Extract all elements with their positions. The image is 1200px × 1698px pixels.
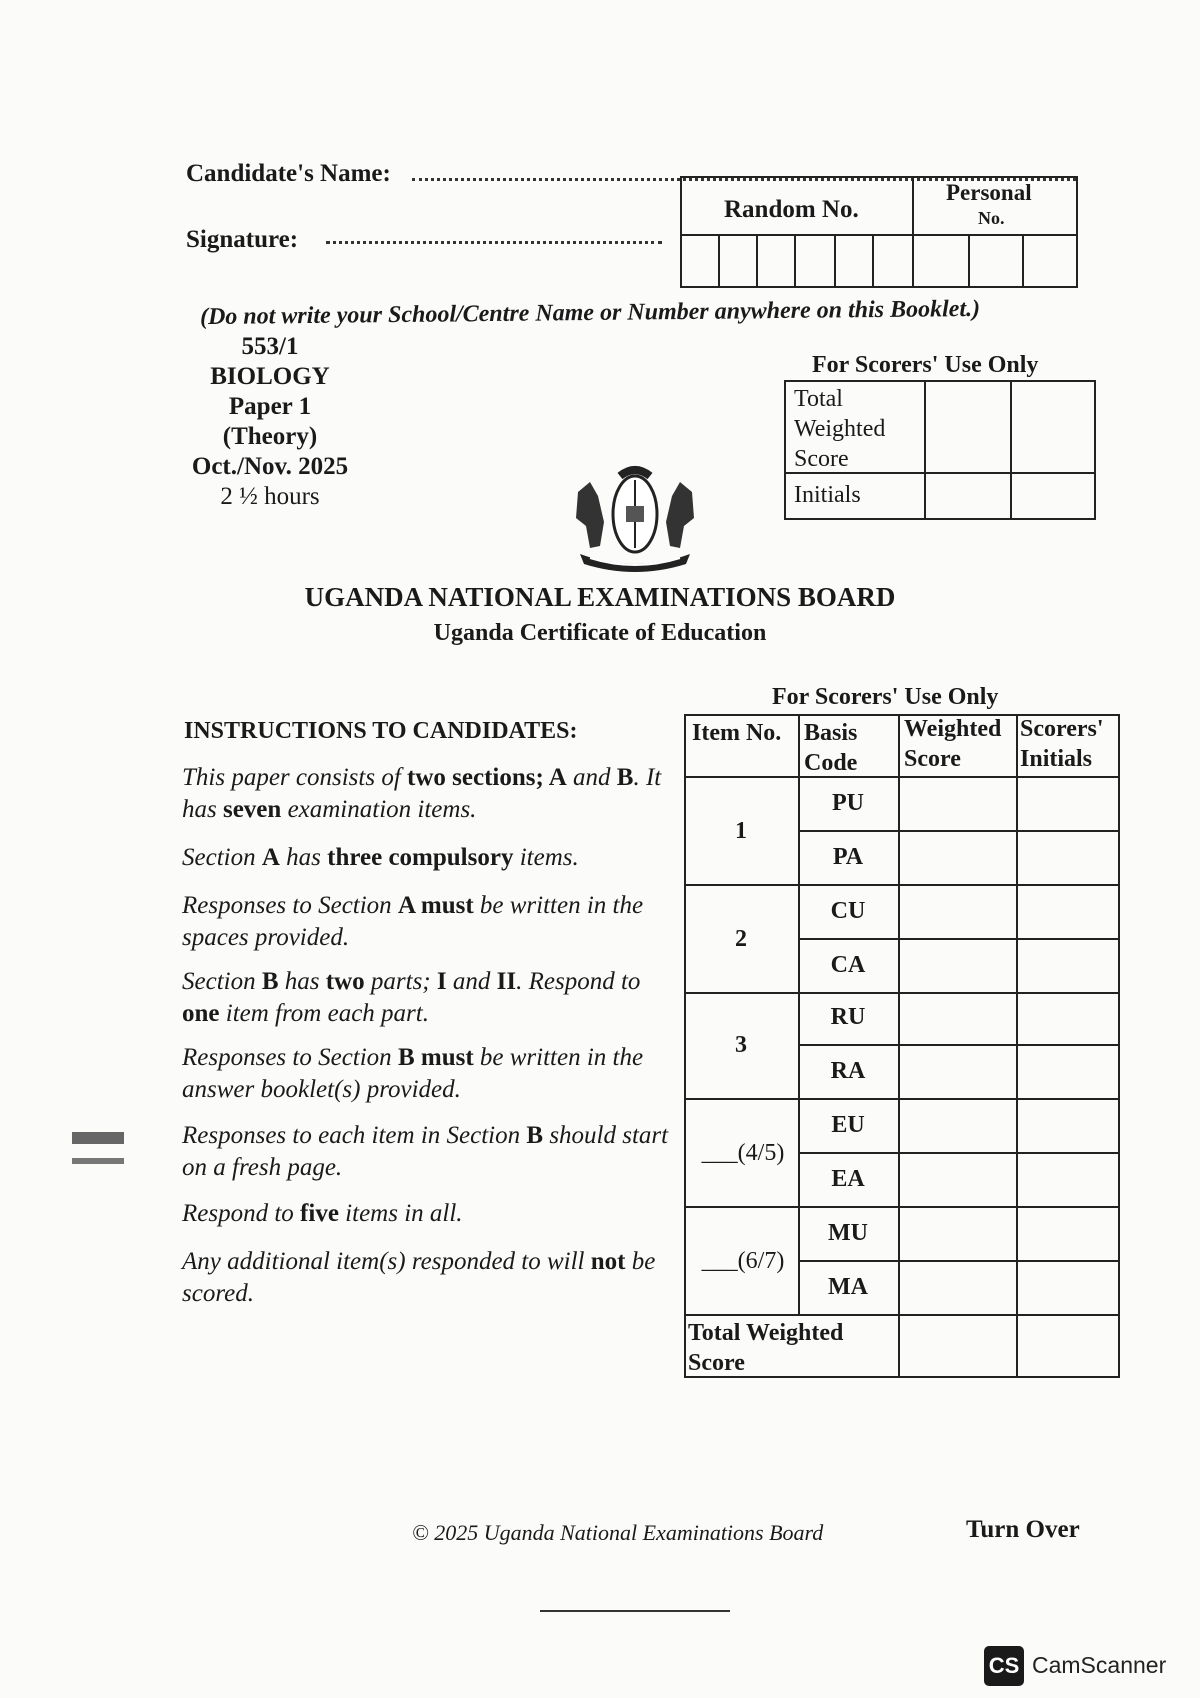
total-weighted-score-label: Total Weighted Score [688,1320,844,1376]
basis-code: EA [831,1166,865,1192]
instruction-item: Section B has two parts; I and II. Respond to one item from each part. [182,968,641,1027]
instruction-item: Section A has three compulsory items. [182,844,579,871]
exam-session: Oct./Nov. 2025 [191,453,349,480]
instruction-item: Responses to each item in Section B should start on a fresh page. [182,1122,669,1181]
basis-code: MU [828,1220,868,1246]
instruction-item: Responses to Section A must be written in the spaces provided. [182,892,644,951]
paper-code: 553/1 [241,333,299,360]
basis-code: PU [832,790,864,816]
paper-details [170,332,370,512]
header-basis-code: Basis Code [804,720,858,776]
signature-field[interactable] [326,241,662,244]
camscanner-logo-icon: CS [984,1646,1024,1686]
subject-name: BIOLOGY [210,363,330,390]
instruction-item: Any additional item(s) responded to will not be scored. [182,1248,656,1307]
scorers-small-title: For Scorers' Use Only [812,352,1039,378]
total-weighted-label: Total [794,386,843,412]
personal-no-digit-cells[interactable] [912,234,1078,288]
camscanner-watermark [984,1646,1184,1686]
paper-number: Paper 1 [228,393,312,420]
basis-code: MA [828,1274,868,1300]
personal-no-label-2: No. [978,208,1005,228]
candidate-name-label: Candidate's Name: [186,160,391,187]
instructions-list [182,762,672,1322]
margin-marks [72,1132,124,1144]
turn-over-label: Turn Over [966,1516,1080,1543]
item-number: ___(6/7) [701,1248,785,1274]
random-no-digit-cells[interactable] [680,234,912,288]
random-no-label: Random No. [724,196,859,223]
header-scorers-initials: Scorers' Initials [1020,716,1104,772]
camscanner-name: CamScanner [1032,1652,1167,1678]
instructions-heading: INSTRUCTIONS TO CANDIDATES: [184,718,578,744]
header-weighted-score: Weighted Score [904,716,1002,772]
basis-code: RA [830,1058,866,1084]
copyright-notice: © 2025 Uganda National Examinations Board [412,1520,824,1545]
basis-code: CU [830,898,866,924]
paper-type: (Theory) [222,423,318,450]
uneb-coat-of-arms-icon [560,462,710,574]
signature-label: Signature: [186,226,299,253]
basis-code: PA [832,844,864,870]
header-item-no: Item No. [692,720,782,746]
basis-code: EU [831,1112,865,1138]
item-number: 2 [735,926,747,952]
exam-duration: 2 ½ hours [220,483,320,510]
item-number: 3 [735,1032,747,1058]
bottom-rule [540,1610,730,1612]
basis-code: RU [830,1004,866,1030]
instruction-item: Respond to five items in all. [182,1200,463,1227]
item-number: 1 [735,818,747,844]
basis-code: CA [830,952,866,978]
personal-no-label: Personal [946,180,1032,205]
instruction-item: This paper consists of two sections; A and B. It has seven examination items. [182,764,662,823]
board-name: UGANDA NATIONAL EXAMINATIONS BOARD [304,582,896,612]
certificate-name: Uganda Certificate of Education [433,620,767,646]
initials-label: Initials [794,482,861,508]
instruction-item: Responses to Section B must be written in the answer booklet(s) provided. [182,1044,644,1103]
item-number: ___(4/5) [701,1140,785,1166]
score-table-title: For Scorers' Use Only [772,684,999,710]
booklet-warning: (Do not write your School/Centre Name or Number anywhere on this Booklet.) [199,295,981,331]
